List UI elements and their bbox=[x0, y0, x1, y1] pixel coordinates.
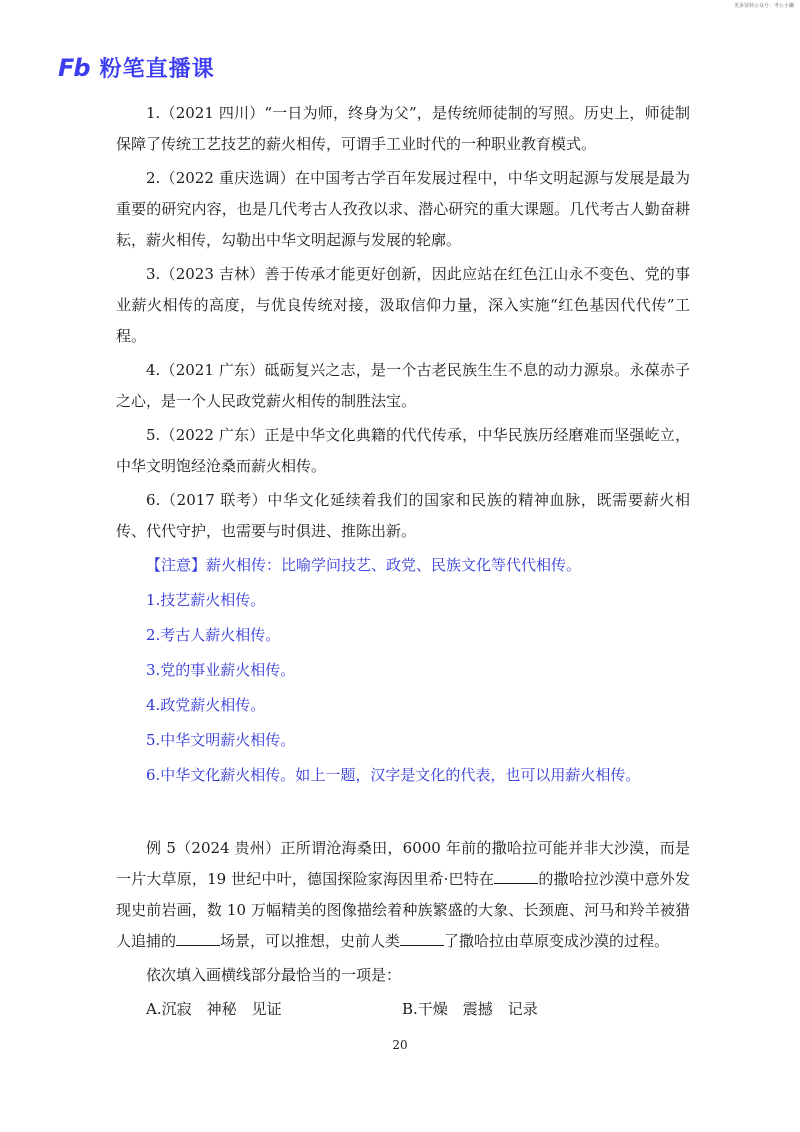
note-item-2: 2.考古人薪火相传。 bbox=[146, 626, 281, 644]
blank-2 bbox=[176, 931, 220, 946]
note-item-5: 5.中华文明薪火相传。 bbox=[146, 731, 296, 749]
option-b: B.干燥 震撼 记录 bbox=[402, 1000, 538, 1018]
brand-header bbox=[58, 52, 215, 83]
blank-1 bbox=[494, 869, 538, 884]
note-text: 薪火相传：比喻学问技艺、政党、民族文化等代代相传。 bbox=[206, 556, 582, 574]
example-text-2: 的撒哈拉沙漠中意外发现史前岩画，数 10 万幅精美的图像描绘着种族繁盛的大象、长颈鹿、河马和羚羊被猎人追捕的 bbox=[116, 870, 690, 950]
note-tag: 【注意】 bbox=[146, 556, 207, 574]
example-text-4: 了撒哈拉由草原变成沙漠的过程。 bbox=[444, 932, 670, 950]
document-body bbox=[116, 98, 690, 1025]
note-item-1: 1.技艺薪火相传。 bbox=[146, 591, 266, 609]
brand-logo-icon: Fb bbox=[58, 53, 90, 82]
example-text-3: 场景，可以推想，史前人类 bbox=[220, 932, 401, 950]
page-number: 20 bbox=[392, 1038, 408, 1052]
example-question bbox=[116, 833, 690, 957]
section-spacer bbox=[116, 795, 690, 833]
paragraph-4: 4.（2021 广东）砥砺复兴之志，是一个古老民族生生不息的动力源泉。永葆赤子之心，是一个人民政党薪火相传的制胜法宝。 bbox=[116, 361, 690, 410]
paragraph-2: 2.（2022 重庆选调）在中国考古学百年发展过程中，中华文明起源与发展是最为重要的研究内容，也是几代考古人孜孜以求、潜心研究的重大课题。几代考古人勤奋耕耘，薪火相传，勾勒出中华文明起源与发展的轮廓。 bbox=[116, 169, 690, 249]
note-item-3: 3.党的事业薪火相传。 bbox=[146, 661, 296, 679]
option-a: A.沉寂 神秘 见证 bbox=[146, 1000, 282, 1018]
answer-options bbox=[146, 994, 690, 1025]
paragraph-6: 6.（2017 联考）中华文化延续着我们的国家和民族的精神血脉，既需要薪火相传、代代守护，也需要与时俱进、推陈出新。 bbox=[116, 491, 690, 540]
paragraph-3: 3.（2023 吉林）善于传承才能更好创新，因此应站在红色江山永不变色、党的事业薪火相传的高度，与优良传统对接，汲取信仰力量，深入实施“红色基因代代传”工程。 bbox=[116, 265, 690, 345]
paragraph-5: 5.（2022 广东）正是中华文化典籍的代代传承，中华民族历经磨难而坚强屹立，中华文明饱经沧桑而薪火相传。 bbox=[116, 426, 690, 475]
example-text-1: 例 5（2024 贵州）正所谓沧海桑田，6000 年前的撒哈拉可能并非大沙漠，而是一片大草原，19 世纪中叶，德国探险家海因里希·巴特在 bbox=[116, 839, 690, 888]
paragraph-1: 1.（2021 四川）“一日为师，终身为父”，是传统师徒制的写照。历史上，师徒制保障了传统工艺技艺的薪火相传，可谓手工业时代的一种职业教育模式。 bbox=[116, 104, 690, 153]
note-heading bbox=[116, 550, 690, 581]
top-watermark-note: 更多资料公众号：考公小獭 bbox=[733, 3, 794, 9]
blank-3 bbox=[400, 931, 444, 946]
note-item-4: 4.政党薪火相传。 bbox=[146, 696, 266, 714]
question-prompt: 依次填入画横线部分最恰当的一项是： bbox=[146, 966, 402, 984]
brand-name: 粉笔直播课 bbox=[99, 57, 215, 82]
note-item-6: 6.中华文化薪火相传。如上一题，汉字是文化的代表，也可以用薪火相传。 bbox=[146, 766, 641, 784]
